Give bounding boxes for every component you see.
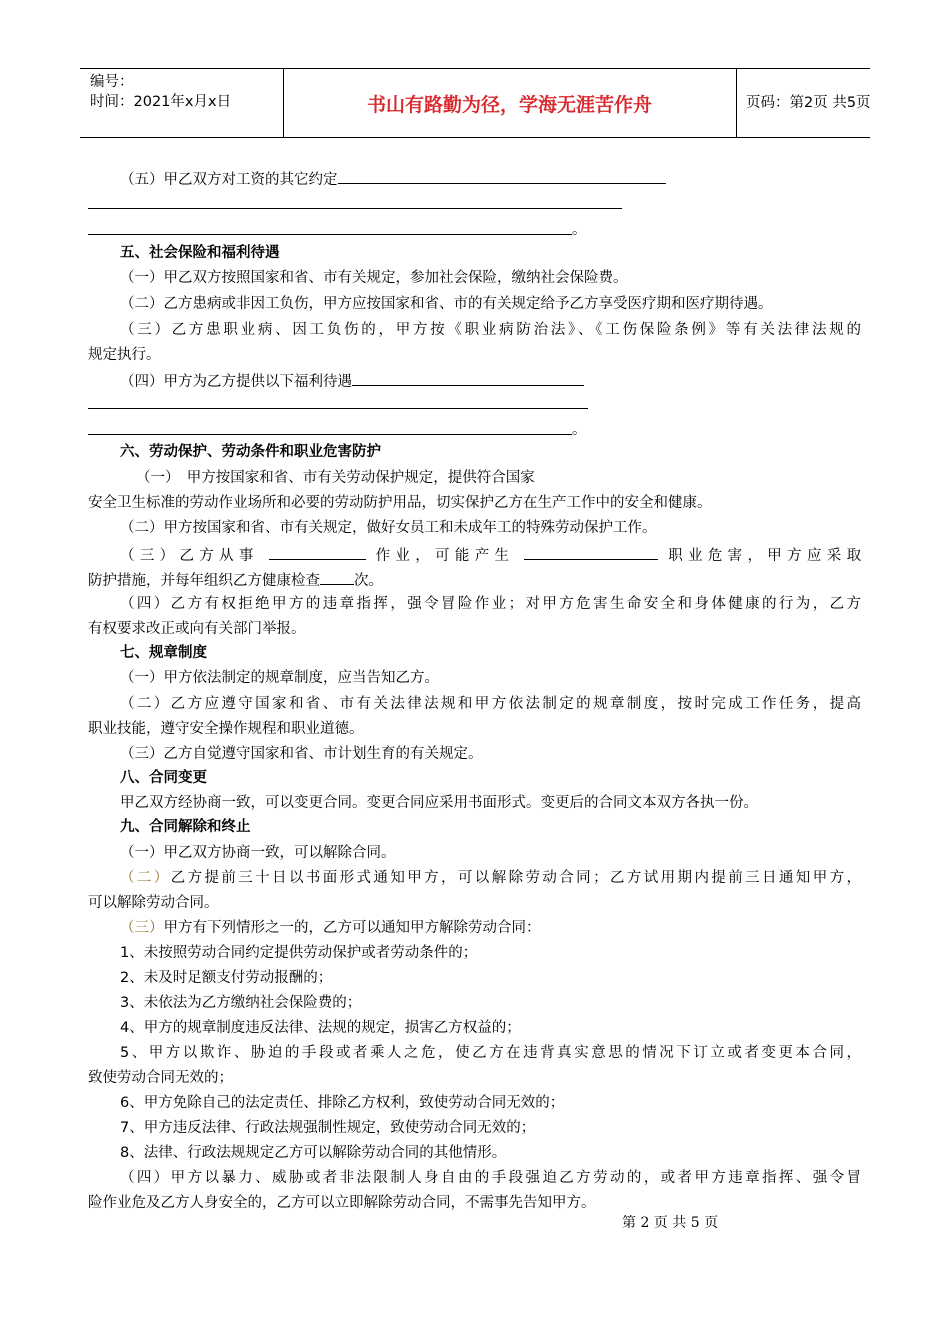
- list-item-4: 4、甲方的规章制度违反法律、法规的规定，损害乙方权益的；: [120, 1020, 521, 1036]
- blank-line: [320, 569, 354, 585]
- clause-6-1-cont: 安全卫生标准的劳动作业场所和必要的劳动防护用品，切实保护乙方在生产工作中的安全和健康。: [88, 495, 712, 511]
- header-motto: 书山有路勤为径，学海无涯苦作舟: [366, 94, 652, 116]
- list-item-5-cont: 致使劳动合同无效的；: [88, 1070, 233, 1086]
- blank-line: [269, 544, 366, 560]
- clause-5-4: （四）甲方为乙方提供以下福利待遇: [120, 370, 894, 392]
- list-item-6: 6、甲方免除自己的法定责任、排除乙方权利，致使劳动合同无效的；: [120, 1095, 565, 1111]
- blank-line: [352, 370, 584, 386]
- clause-7-1: （一）甲方依法制定的规章制度，应当告知乙方。: [120, 670, 439, 686]
- clause-6-3-cont: 防护措施，并每年组织乙方健康检查 次。: [88, 569, 862, 591]
- clause-5-3-cont: 规定执行。: [88, 347, 161, 363]
- list-item-8: 8、法律、行政法规规定乙方可以解除劳动合同的其他情形。: [120, 1145, 507, 1161]
- clause-6-3: （三）乙方从事 作业，可能产生 职业危害，甲方应采取: [120, 544, 861, 566]
- header-info-cell: [80, 69, 284, 137]
- clause-6-2: （二）甲方按国家和省、市有关规定，做好女员工和未成年工的特殊劳动保护工作。: [120, 520, 657, 536]
- header-motto-cell: [283, 69, 737, 137]
- end-mark: 。: [572, 222, 587, 238]
- list-item-1: 1、未按照劳动合同约定提供劳动保护或者劳动条件的；: [120, 945, 478, 961]
- clause-9-4: （四）甲方以暴力、威胁或者非法限制人身自由的手段强迫乙方劳动的，或者甲方违章指挥、强令冒: [120, 1170, 861, 1186]
- list-item-7: 7、甲方违反法律、行政法规强制性规定，致使劳动合同无效的；: [120, 1120, 536, 1136]
- list-item-5: 5、甲方以欺诈、胁迫的手段或者乘人之危，使乙方在违背真实意思的情况下订立或者变更本合同，: [120, 1045, 861, 1061]
- document-number-label: 编号：: [90, 74, 134, 90]
- clause-5-2: （二）乙方患病或非因工负伤，甲方应按国家和省、市的有关规定给予乙方享受医疗期和医疗期待遇。: [120, 296, 773, 312]
- list-item-2: 2、未及时足额支付劳动报酬的；: [120, 970, 333, 986]
- end-mark: 。: [572, 422, 587, 438]
- clause-9-4-cont: 险作业危及乙方人身安全的，乙方可以立即解除劳动合同，不需事先告知甲方。: [88, 1195, 596, 1211]
- blank-line: [88, 234, 572, 235]
- blank-line: [88, 208, 622, 209]
- clause-5-3: （三）乙方患职业病、因工负伤的，甲方按《职业病防治法》、《工伤保险条例》等有关法律法规的: [120, 322, 861, 338]
- clause-8-1: 甲乙双方经协商一致，可以变更合同。变更合同应采用书面形式。变更后的合同文本双方各执一份。: [120, 795, 758, 811]
- page-header: [80, 68, 870, 138]
- blank-line: [88, 434, 572, 435]
- page-footer: 第 2 页 共 5 页: [622, 1215, 719, 1231]
- header-page-cell: [736, 69, 870, 137]
- blank-line: [88, 408, 588, 409]
- clause-6-1: （一） 甲方按国家和省、市有关劳动保护规定，提供符合国家: [136, 470, 535, 486]
- clause-6-4: （四）乙方有权拒绝甲方的违章指挥，强令冒险作业；对甲方危害生命安全和身体健康的行为，乙方: [120, 596, 861, 612]
- clause-9-1: （一）甲乙双方协商一致，可以解除合同。: [120, 845, 396, 861]
- header-page-code: 页码：第2页 共5页: [746, 95, 871, 111]
- salary-other-clause: （五）甲乙双方对工资的其它约定: [120, 168, 894, 190]
- clause-5-1: （一）甲乙双方按照国家和省、市有关规定，参加社会保险，缴纳社会保险费。: [120, 270, 628, 286]
- blank-line: [524, 544, 658, 560]
- section-heading-9: 九、合同解除和终止: [120, 819, 251, 835]
- section-heading-7: 七、规章制度: [120, 645, 207, 661]
- section-heading-6: 六、劳动保护、劳动条件和职业危害防护: [120, 444, 381, 460]
- clause-7-2: （二）乙方应遵守国家和省、市有关法律法规和甲方依法制定的规章制度，按时完成工作任务，提高: [120, 696, 861, 712]
- clause-9-3: （三）甲方有下列情形之一的，乙方可以通知甲方解除劳动合同：: [120, 920, 541, 936]
- clause-9-2-cont: 可以解除劳动合同。: [88, 895, 219, 911]
- clause-7-3: （三）乙方自觉遵守国家和省、市计划生育的有关规定。: [120, 746, 483, 762]
- clause-6-4-cont: 有权要求改正或向有关部门举报。: [88, 621, 306, 637]
- clause-7-2-cont: 职业技能，遵守安全操作规程和职业道德。: [88, 721, 364, 737]
- section-heading-8: 八、合同变更: [120, 770, 207, 786]
- clause-9-2: （二）乙方提前三十日以书面形式通知甲方，可以解除劳动合同；乙方试用期内提前三日通知甲方，: [120, 870, 861, 886]
- document-time-label: 时间：2021年x月x日: [90, 94, 232, 110]
- list-item-3: 3、未依法为乙方缴纳社会保险费的；: [120, 995, 362, 1011]
- section-heading-5: 五、社会保险和福利待遇: [120, 245, 280, 261]
- blank-line: [338, 168, 666, 184]
